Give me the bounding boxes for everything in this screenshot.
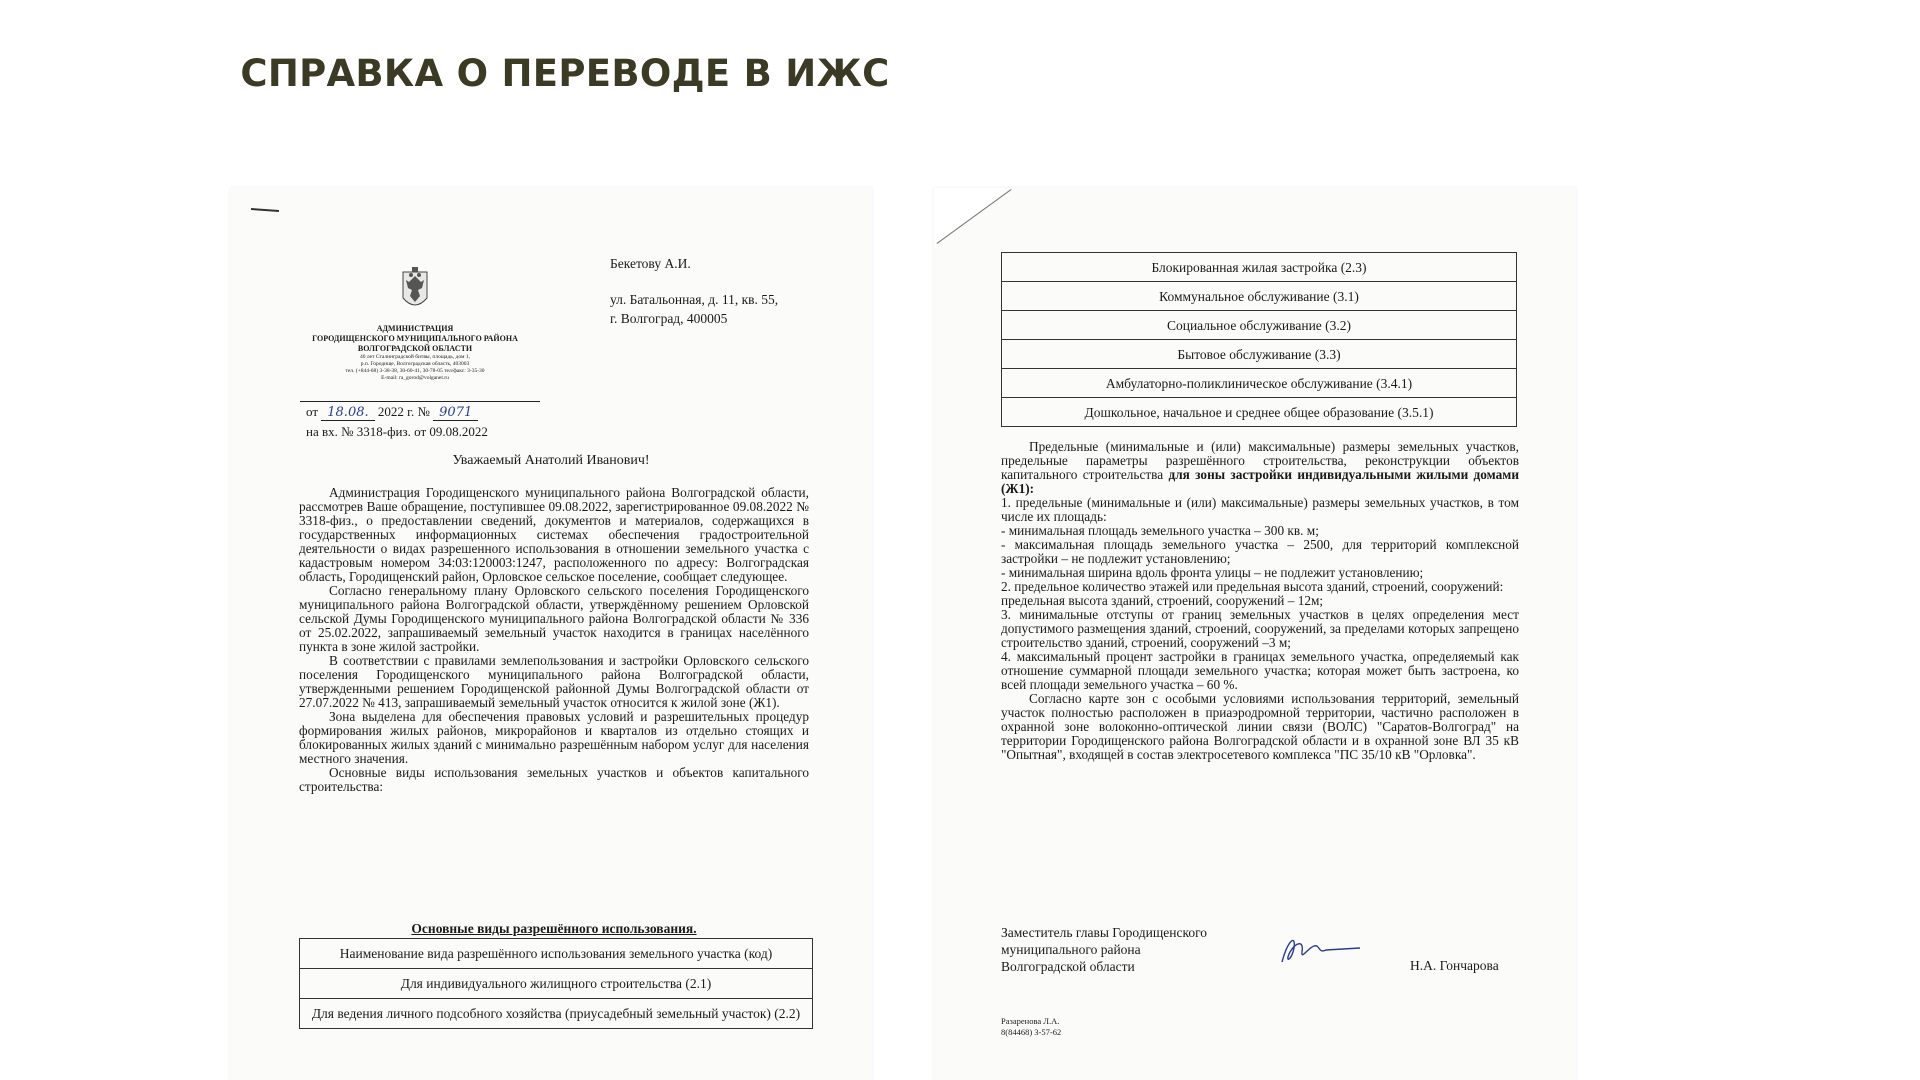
table-row [300, 999, 813, 1029]
sender-line: ГОРОДИЩЕНСКОГО МУНИЦИПАЛЬНОГО РАЙОНА [312, 334, 518, 343]
divider [300, 401, 540, 402]
executor-info [1001, 1016, 1061, 1038]
paragraph: Основные виды использования земельных участков и объектов капитального строительства: [299, 765, 809, 794]
table-cell: Амбулаторно-поликлиническое обслуживание (3.4.1) [1002, 369, 1517, 398]
list-item: 1. предельные (минимальные и (или) максимальные) размеры земельных участков, в том числе их площадь: [1001, 495, 1519, 524]
signatory-position [1001, 924, 1301, 975]
page-title: СПРАВКА О ПЕРЕВОДЕ В ИЖС [240, 52, 890, 95]
ref-number: 9071 [433, 405, 478, 421]
sender-block [290, 324, 540, 382]
sender-detail: р.п. Городище, Волгоградская область, 403003 [360, 361, 470, 367]
addressee-address: г. Волгоград, 400005 [610, 311, 728, 326]
table-cell: Наименование вида разрешённого использования земельного участка (код) [300, 939, 813, 969]
table-cell: Дошкольное, начальное и среднее общее образование (3.5.1) [1002, 398, 1517, 427]
paragraph: Согласно генеральному плану Орловского сельского поселения Городищенского муниципального района Волгоградской области, утверждённому решением Орловской сельской Думы Городищенского муниципального района Волгоградской области № 336 от 25.02.2022, запрашиваемый земельный участок находится в границах населённого пункта в зоне жилой застройки. [299, 583, 809, 654]
sender-line: АДМИНИСТРАЦИЯ [376, 324, 454, 333]
sender-detail: 40 лет Сталинградской битвы, площадь, дом 1, [360, 354, 470, 360]
addressee-address: ул. Батальонная, д. 11, кв. 55, [610, 292, 779, 307]
list-item: 2. предельное количество этажей или предельная высота зданий, строений, сооружений: [1001, 579, 1504, 594]
position-line: Волгоградской области [1001, 959, 1135, 974]
table-cell: Для индивидуального жилищного строительства (2.1) [300, 969, 813, 999]
table-row [1002, 340, 1517, 369]
list-item: 4. максимальный процент застройки в границах земельного участка, определяемый как отношение суммарной площади земельного участка; которая может быть застроена, ко всей площади земельного участка – 60 %. [1001, 649, 1519, 692]
table-row [1002, 398, 1517, 427]
list-item: - минимальная ширина вдоль фронта улицы – не подлежит установлению; [1001, 565, 1424, 580]
table-cell: Коммунальное обслуживание (3.1) [1002, 282, 1517, 311]
intro-bold: для зоны застройки индивидуальными жилыми домами (Ж1): [1001, 467, 1520, 496]
outgoing-ref [306, 404, 546, 420]
signature-icon [1274, 930, 1364, 970]
addressee-name: Бекетову А.И. [610, 256, 691, 271]
table-row [1002, 369, 1517, 398]
table-row [1002, 311, 1517, 340]
table-row [300, 939, 813, 969]
table-cell: Блокированная жилая застройка (2.3) [1002, 253, 1517, 282]
document-page-1 [230, 188, 872, 1080]
paragraph: Зона выделена для обеспечения правовых условий и разрешительных процедур формирования жилых районов, микрорайонов и кварталов из отдельно стоящих и блокированных жилых зданий с минимально разрешённым набором услуг для населения местного значения. [299, 709, 809, 766]
coat-of-arms-icon [398, 264, 432, 316]
salutation: Уважаемый Анатолий Иванович! [452, 453, 650, 468]
table-heading: Основные виды разрешённого использования. [411, 921, 697, 936]
paragraph [1001, 440, 1519, 496]
ref-year: 2022 г. [377, 404, 415, 419]
table-row [1002, 282, 1517, 311]
list-item: - максимальная площадь земельного участка – 2500, для территорий комплексной застройки – не подлежит установлению; [1001, 537, 1519, 566]
position-line: муниципального района [1001, 942, 1141, 957]
table-cell: Бытовое обслуживание (3.3) [1002, 340, 1517, 369]
document-page-2 [934, 188, 1576, 1080]
paragraph: В соответствии с правилами землепользования и застройки Орловского сельского поселения Городищенского муниципального района Волгоградской области, утвержденными решением Городищенской районной Думы Волгоградской области от 27.07.2022 № 413, запрашиваемый земельный участок относится к жилой зоне (Ж1). [299, 653, 809, 710]
letter-body-continued [1001, 440, 1519, 762]
scan-mark [251, 208, 279, 212]
addressee-block [610, 254, 860, 328]
list-item: предельная высота зданий, строений, сооружений – 12м; [1001, 593, 1324, 608]
incoming-ref: на вх. № 3318-физ. от 09.08.2022 [306, 424, 488, 439]
permitted-uses-table-continued [1001, 252, 1517, 427]
ref-from-label: от [306, 404, 319, 419]
ref-date: 18.08. [321, 405, 374, 421]
table-row [300, 969, 813, 999]
sender-line: ВОЛГОГРАДСКОЙ ОБЛАСТИ [357, 344, 473, 353]
list-item: - минимальная площадь земельного участка – 300 кв. м; [1001, 523, 1319, 538]
letter-body [299, 486, 809, 794]
ref-number-label: № [417, 404, 430, 419]
table-cell: Социальное обслуживание (3.2) [1002, 311, 1517, 340]
signer-name: Н.А. Гончарова [1410, 958, 1499, 973]
executor-name: Разаренова Л.А. [1001, 1016, 1060, 1026]
position-line: Заместитель главы Городищенского [1001, 925, 1208, 940]
paragraph: Администрация Городищенского муниципального района Волгоградской области, рассмотрев Ваше обращение, поступившее 09.08.2022, зарегистрированное 09.08.2022 № 3318-физ., о предоставлении сведений, документов и материалов, содержащихся в государственных информационных системах обеспечения градостроительной деятельности о видах разрешенного использования в отношении земельного участка с кадастровым номером 34:03:120003:1247, расположенного по адресу: Волгоградская область, Городищенский район, Орловское сельское поселение, сообщает следующее. [299, 485, 809, 584]
sender-detail: E-mail: ra_gorod@volganet.ru [381, 375, 449, 381]
table-cell: Для ведения личного подсобного хозяйства (приусадебный земельный участок) (2.2) [300, 999, 813, 1029]
paragraph: Согласно карте зон с особыми условиями использования территорий, земельный участок полностью расположен в приаэродромной территории, частично расположен в охранной зоне волоконно-оптической линии связи (ВОЛС) "Саратов-Волгоград" на территории Городищенского района Волгоградской области и в охранной зоне ВЛ 35 кВ "Опытная", входящей в состав электросетевого комплекса "ПС 35/10 кВ "Орловка". [1001, 691, 1519, 762]
intro-text: Предельные (минимальные и (или) максимальные) размеры земельных участков, предельные параметры разрешённого строительства, реконструкции объектов капитального строительства [1001, 439, 1519, 482]
executor-phone: 8(84468) 3-57-62 [1001, 1027, 1062, 1037]
list-item: 3. минимальные отступы от границ земельных участков в целях определения мест допустимого размещения зданий, строений, сооружений, за пределами которых запрещено строительство зданий, строений, сооружений –3 м; [1001, 607, 1519, 650]
permitted-uses-table [299, 938, 813, 1029]
table-row [1002, 253, 1517, 282]
folded-corner [934, 188, 1014, 248]
sender-detail: тел. (+844-68) 3-38-38, 30-60-41, 30-78-05 тел/факс: 3-35-30 [345, 368, 485, 374]
